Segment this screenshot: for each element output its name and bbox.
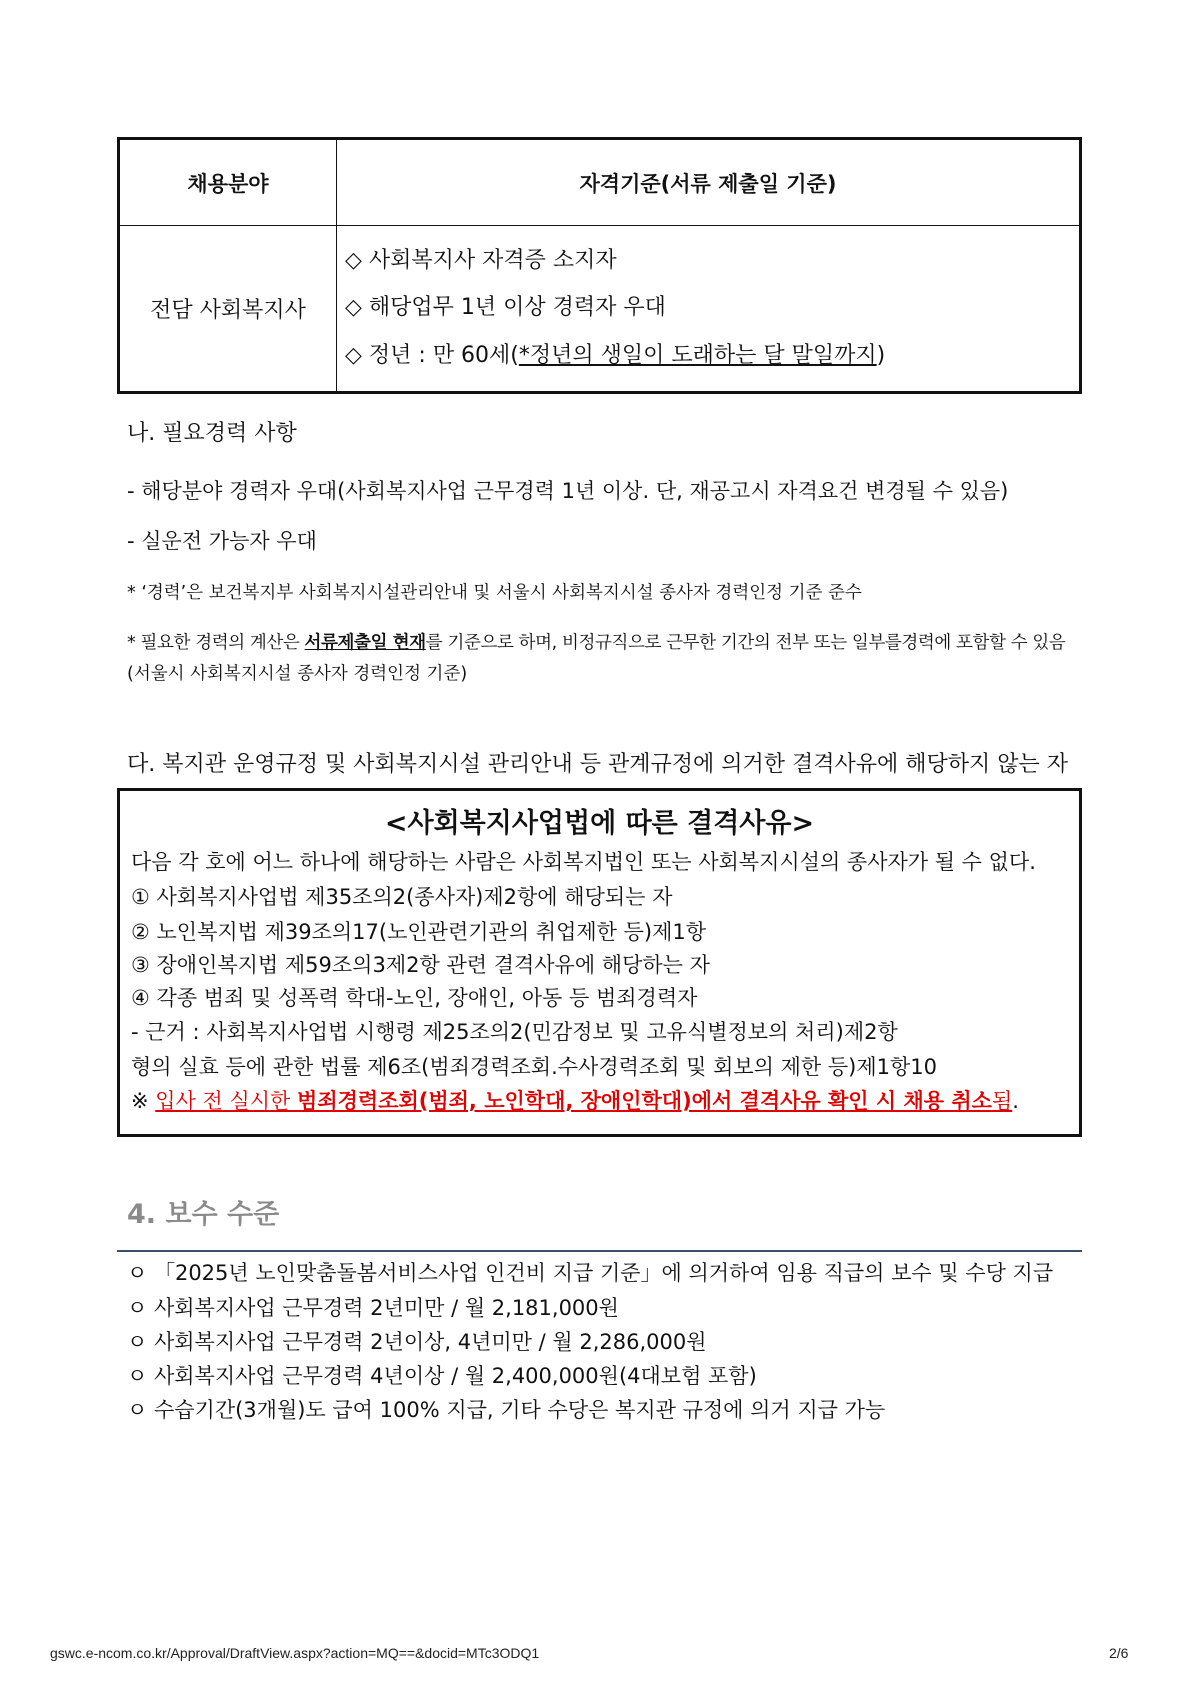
- criteria-item: ◇ 사회복지사 자격증 소지자: [345, 248, 617, 273]
- header-criteria: 자격기준(서류 제출일 기준): [579, 172, 837, 196]
- box-line: ① 사회복지사업법 제35조의2(종사자)제2항에 해당되는 자: [131, 885, 673, 909]
- page-number: 2/6: [1109, 1645, 1129, 1661]
- salary-item: ㅇ 수습기간(3개월)도 급여 100% 지급, 기타 수당은 복지관 규정에 의거 지급 가능: [127, 1398, 886, 1422]
- box-line: ③ 장애인복지법 제59조의3제2항 관련 결격사유에 해당하는 자: [131, 953, 710, 977]
- note: * ‘경력’은 보건복지부 사회복지시설관리안내 및 서울시 사회복지시설 종사자 경력인정 기준 준수: [127, 583, 862, 603]
- salary-item: ㅇ 사회복지사업 근무경력 4년이상 / 월 2,400,000원(4대보험 포함): [127, 1364, 757, 1388]
- salary-item: ㅇ 사회복지사업 근무경력 2년이상, 4년미만 / 월 2,286,000원: [127, 1330, 707, 1354]
- note-suffix: 를 기준으로 하며, 비정규직으로 근무한 기간의 전부 또는 일부를경력에 포함할 수 있음: [425, 633, 1066, 653]
- warning-mark: ※: [131, 1089, 156, 1113]
- disqualification-box: [117, 788, 1082, 1137]
- age-suffix: ): [876, 343, 886, 368]
- section-b-line: - 해당분야 경력자 우대(사회복지사업 근무경력 1년 이상. 단, 재공고시 자격요건 변경될 수 있음): [127, 479, 1009, 503]
- section-b-title: 나. 필요경력 사항: [127, 421, 297, 446]
- warning-line: [131, 1085, 1019, 1115]
- note-prefix: * 필요한 경력의 계산은: [127, 633, 305, 653]
- criteria-item: ◇ 해당업무 1년 이상 경력자 우대: [345, 295, 666, 320]
- age-note: *정년의 생일이 도래하는 달 말일까지: [518, 343, 877, 368]
- box-line: ④ 각종 범죄 및 성폭력 학대-노인, 장애인, 아동 등 범죄경력자: [131, 986, 698, 1010]
- box-line: 다음 각 호에 어느 하나에 해당하는 사람은 사회복지법인 또는 사회복지시설의 종사자가 될 수 없다.: [131, 850, 1036, 874]
- note: [127, 629, 1065, 654]
- warning-text: 입사 전 실시한: [155, 1089, 298, 1113]
- header-field: 채용분야: [187, 172, 269, 196]
- box-title: <사회복지사업법에 따른 결격사유>: [384, 808, 815, 839]
- box-line: - 근거 : 사회복지사업법 시행령 제25조의2(민감정보 및 고유식별정보의 처리)제2항: [131, 1020, 898, 1044]
- age-prefix: ◇ 정년 : 만 60세(: [345, 343, 519, 368]
- warning-emphasis: 범죄경력조회(범죄, 노인학대, 장애인학대)에서 결격사유 확인 시 채용 취소: [297, 1089, 992, 1113]
- box-line: ② 노인복지법 제39조의17(노인관련기관의 취업제한 등)제1항: [131, 920, 707, 944]
- section-c-title: 다. 복지관 운영규정 및 사회복지시설 관리안내 등 관계규정에 의거한 결격사유에 해당하지 않는 자: [127, 752, 1068, 777]
- salary-item: ㅇ 「2025년 노인맞춤돌봄서비스사업 인건비 지급 기준」에 의거하여 임용 직급의 보수 및 수당 지급: [127, 1261, 1054, 1285]
- salary-title: 4. 보수 수준: [127, 1199, 280, 1230]
- section-b-line: - 실운전 가능자 우대: [127, 529, 317, 553]
- box-line: 형의 실효 등에 관한 법률 제6조(범죄경력조회.수사경력조회 및 회보의 제한 등)제1항10: [131, 1055, 938, 1079]
- warning-end: 됨: [991, 1089, 1013, 1113]
- field-cell: 전담 사회복지사: [150, 298, 306, 323]
- qualification-table: [117, 137, 1082, 394]
- section-divider: [117, 1250, 1082, 1252]
- note: (서울시 사회복지시설 종사자 경력인정 기준): [127, 664, 468, 684]
- footer-url: gswc.e-ncom.co.kr/Approval/DraftView.aspx?action=MQ==&docid=MTc3ODQ1: [50, 1645, 540, 1661]
- salary-item: ㅇ 사회복지사업 근무경력 2년미만 / 월 2,181,000원: [127, 1296, 619, 1320]
- note-emphasis: 서류제출일 현재: [304, 633, 426, 653]
- criteria-item-age: [345, 338, 885, 369]
- warning-period: .: [1012, 1089, 1019, 1113]
